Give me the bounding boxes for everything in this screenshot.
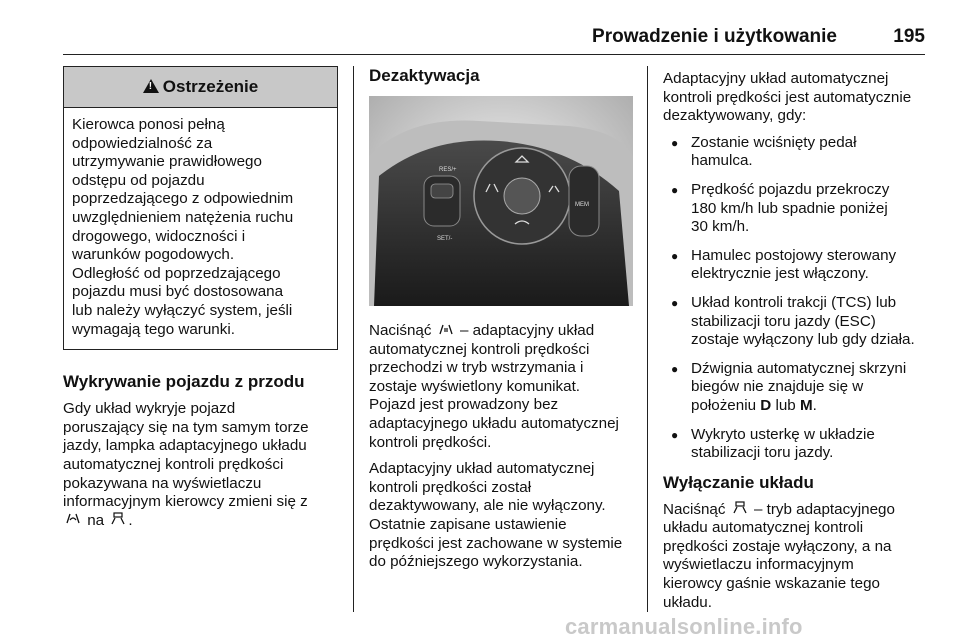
text-line: kontroli prędkości jest automatycznie [663, 88, 912, 106]
column-divider [353, 66, 354, 612]
text-line: stabilizacji toru jazdy. [691, 444, 834, 462]
column-right [663, 70, 927, 620]
text-line: Gdy układ wykryje pojazd [63, 400, 236, 418]
warning-triangle-icon [143, 79, 159, 93]
text-line: do późniejszego wykorzystania. [369, 553, 583, 571]
column-middle [369, 66, 633, 580]
text-line [369, 322, 633, 341]
warning-line: wymagają tego warunki. [72, 320, 235, 338]
text-line: Adaptacyjny układ automatycznej [663, 70, 889, 87]
acc-vehicle-icon [110, 512, 126, 531]
acc-pause-icon [438, 322, 454, 341]
warning-line: Kierowca ponosi pełną [72, 116, 225, 133]
text-line: zostaje wyłączony lub gdy działa. [691, 331, 915, 349]
text-line: układu. [663, 593, 712, 611]
text-line: ● Hamulec postojowy sterowany [691, 246, 897, 264]
text-word: położeniu [691, 396, 757, 414]
text-line: układu automatycznej kontroli [663, 519, 864, 537]
text-line: informacyjnym kierowcy zmieni się z [63, 493, 308, 511]
warning-box [63, 66, 338, 350]
gear-m: M [799, 396, 813, 414]
deactivation-paragraph-1 [369, 322, 633, 452]
warning-line: lub należy wyłączyć system, jeśli [72, 301, 293, 319]
text-line: adaptacyjnego układu automatycznej [369, 414, 619, 432]
warning-line: uwzględnieniem natężenia ruchu [72, 208, 294, 226]
section-title-deactivation: Dezaktywacja [369, 66, 480, 85]
list-item [663, 360, 927, 416]
text-line: ● Wykryto usterkę w układzie [691, 425, 875, 443]
text-word: lub [775, 396, 796, 414]
acc-vehicle-icon [732, 501, 748, 520]
text-period: . [128, 511, 133, 529]
text-word: na [87, 511, 105, 529]
warning-line: poprzedzającego z odpowiednim [72, 190, 294, 208]
column-divider [647, 66, 648, 612]
text-line [63, 512, 338, 531]
list-item [663, 247, 927, 284]
deactivation-conditions-list [663, 134, 927, 463]
text-line [691, 397, 927, 416]
acc-on-icon [65, 512, 81, 531]
deactivation-paragraph-2 [369, 460, 633, 572]
switch-off-paragraph [663, 501, 927, 613]
warning-line: pojazdu musi być dostosowana [72, 283, 284, 301]
gear-d: D [760, 396, 772, 414]
text-line: jazdy, lampka adaptacyjnego układu [63, 437, 307, 455]
warning-line: drogowego, widoczności i [72, 227, 246, 245]
steering-wheel-image [369, 96, 633, 306]
text-line: kontroli prędkości został [369, 478, 532, 496]
text-line: wyświetlaczu informacyjnym [663, 556, 854, 574]
text-line [663, 501, 927, 520]
page-number: 195 [893, 26, 925, 47]
warning-line: utrzymywanie prawidłowego [72, 153, 262, 171]
text-line: Adaptacyjny układ automatycznej [369, 460, 595, 478]
text-line: ● Zostanie wciśnięty pedał [691, 133, 857, 151]
text-line: zostaje wyświetlony komunikat. [369, 377, 581, 395]
column-left [63, 66, 338, 538]
text-word: Naciśnąć [663, 500, 726, 518]
list-item [663, 426, 927, 463]
text-line: przechodzi w tryb wstrzymania i [369, 359, 584, 377]
text-line: 180 km/h lub spadnie poniżej [691, 199, 888, 217]
warning-title: Ostrzeżenie [162, 77, 259, 96]
section-title-switch-off: Wyłączanie układu [663, 472, 814, 492]
warning-line: odpowiedzialność za [72, 134, 213, 152]
text-line: kierowcy gaśnie wskazanie tego [663, 575, 880, 593]
text-period: . [812, 396, 817, 414]
list-item [663, 181, 927, 237]
text-line: biegów nie znajduje się w [691, 378, 864, 396]
text-line: Ostatnie zapisane ustawienie [369, 515, 567, 533]
text-line: kontroli prędkości. [369, 433, 492, 451]
warning-line: odstępu od pojazdu [72, 171, 205, 189]
warning-header [64, 67, 337, 108]
text-word: – adaptacyjny układ [459, 322, 595, 339]
warning-line: warunków pogodowych. [72, 246, 235, 264]
text-word: Naciśnąć [369, 322, 432, 339]
list-item [663, 294, 927, 350]
text-line: automatycznej kontroli prędkości [369, 340, 590, 358]
text-line: elektrycznie jest włączony. [691, 265, 869, 283]
mem-label: MEM [575, 202, 589, 208]
watermark: carmanualsonline.info [565, 614, 803, 639]
text-line: pokazywana na wyświetlaczu [63, 474, 262, 492]
auto-deactivation-intro [663, 70, 927, 126]
detection-paragraph [63, 400, 338, 530]
text-line: Pojazd jest prowadzony bez [369, 396, 559, 414]
text-line: dezaktywowany, gdy: [663, 107, 807, 125]
warning-text [64, 108, 337, 349]
section-title-detection: Wykrywanie pojazdu z przodu [63, 372, 305, 392]
text-line: ● Dźwignia automatycznej skrzyni [691, 359, 907, 377]
list-item [663, 134, 927, 171]
text-line: ● Prędkość pojazdu przekroczy [691, 180, 890, 198]
text-line: prędkości zostaje wyłączony, a na [663, 537, 892, 555]
header-rule [63, 54, 925, 55]
res-label: RES/+ [439, 167, 457, 173]
text-line: poruszający się na tym samym torze [63, 418, 309, 436]
text-line: stabilizacji toru jazdy (ESC) [691, 312, 876, 330]
text-line: 30 km/h. [691, 218, 750, 236]
set-label: SET/- [437, 236, 453, 242]
header-title: Prowadzenie i użytkowanie [592, 26, 837, 47]
text-line: dezaktywowany, ale nie wyłączony. [369, 497, 606, 515]
warning-line: Odległość od poprzedzającego [72, 264, 281, 282]
text-line: hamulca. [691, 152, 753, 170]
text-word: – tryb adaptacyjnego [753, 500, 895, 518]
text-line: prędkości jest zachowane w systemie [369, 534, 623, 552]
text-line: ● Układ kontroli trakcji (TCS) lub [691, 293, 897, 311]
text-line: automatycznej kontroli prędkości [63, 455, 284, 473]
